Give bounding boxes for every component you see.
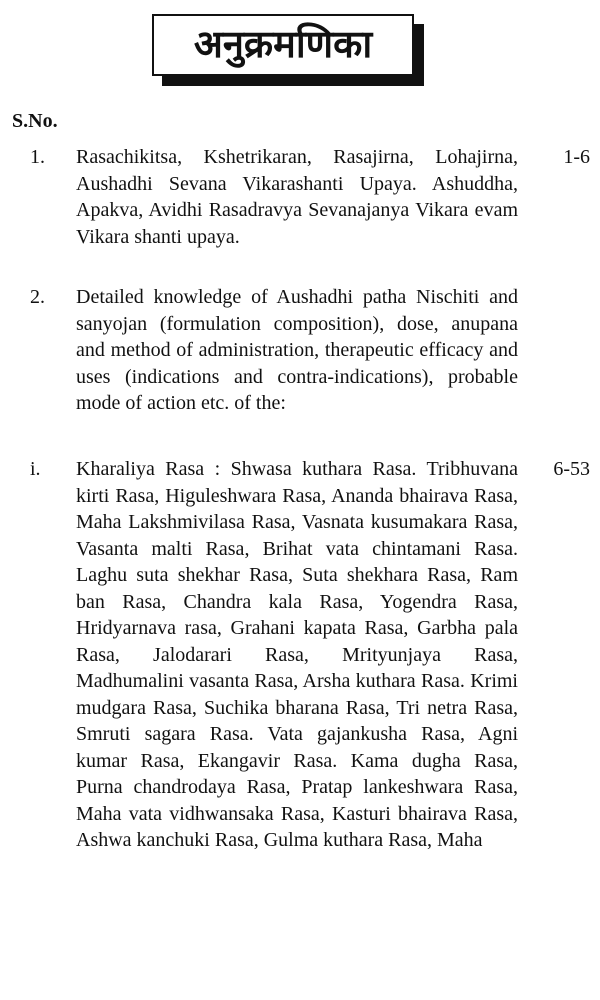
entry-pages: 1-6 <box>563 146 590 168</box>
page-title: अनुक्रमणिका <box>193 22 373 66</box>
entry-text: Kharaliya Rasa : Shwasa kuthara Rasa. Tribhuvana kirti Rasa, Higuleshwara Rasa, Ananda bhairava Rasa, Maha Lakshmivilasa Rasa, Vasnata kusumakara Rasa, Vasanta malti Rasa, Brihat vata chintamani Rasa. Laghu suta shekhar Rasa, Suta shekhara Rasa, Ram ban Rasa, Chandra kala Rasa, Yogendra Rasa, Hridyarnava rasa, Grahani kapata Rasa, Garbha pala Rasa, Jalodarari Rasa, Mrityunjaya Rasa, Madhumalini vasanta Rasa, Arsha kuthara Rasa. Krimi mudgara Rasa, Suchika bharana Rasa, Tri netra Rasa, Smruti sagara Rasa. Vata gajankusha Rasa, Agni kumar Rasa, Ekangavir Rasa. Kama dugha Rasa, Purna chandrodaya Rasa, Pratap lankeshwara Rasa, Maha vata vidhwansaka Rasa, Kasturi bhairava Rasa, Ashwa kanchuki Rasa, Gulma kuthara Rasa, Maha <box>76 458 518 851</box>
entry-text: Detailed knowledge of Aushadhi patha Nischiti and sanyojan (formulation composition), dose, anupana and method of administration, therapeutic efficacy and uses (indications and contra-indications), probable mode of action etc. of the: <box>76 286 518 414</box>
entry-text: Rasachikitsa, Kshetrikaran, Rasajirna, Lohajirna, Aushadhi Sevana Vikarashanti Upaya. Ashuddha, Apakva, Avidhi Rasadravya Sevanajanya Vikara evam Vikara shanti upaya. <box>76 146 518 248</box>
title-frame <box>152 14 428 90</box>
entry-marker: 2. <box>30 286 45 308</box>
entry-marker: i. <box>30 458 41 480</box>
serial-number-heading: S.No. <box>12 110 58 132</box>
title-box <box>152 14 414 76</box>
entry-marker: 1. <box>30 146 45 168</box>
entry-pages: 6-53 <box>553 458 590 480</box>
